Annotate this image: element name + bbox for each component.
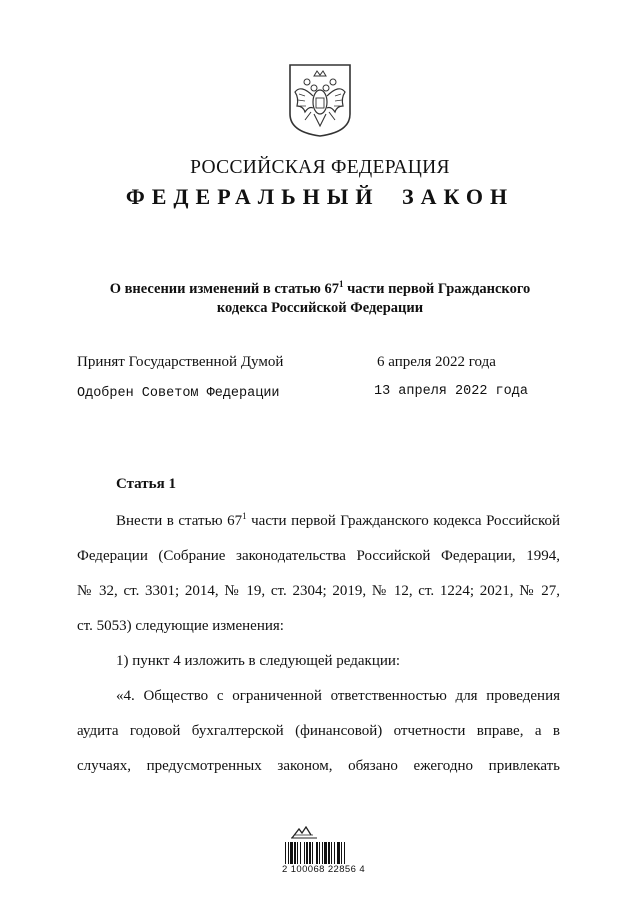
council-approval-label: Одобрен Советом Федерации (77, 386, 280, 401)
barcode-bar (304, 842, 305, 864)
paragraph-line: случаях, предусмотренных законом, обязано ежегодно привлекать (77, 758, 560, 774)
law-title-line-1: О внесении изменений в статью $67^1$ части первой Гражданского (109, 279, 531, 297)
barcode-bar (341, 842, 342, 864)
country-name: РОССИЙСКАЯ ФЕДЕРАЦИЯ (190, 157, 450, 178)
barcode-bar (319, 842, 320, 864)
paragraph-line: ст. 5053) следующие изменения: (77, 618, 284, 634)
duma-adoption-date: 6 апреля 2022 года (377, 354, 496, 370)
article-heading: Статья 1 (116, 476, 176, 492)
document-type: ФЕДЕРАЛЬНЫЙ ЗАКОН (125, 184, 515, 209)
barcode-bar (337, 842, 340, 864)
paragraph-line: «4. Общество с ограниченной ответственностью для проведения (116, 688, 560, 704)
paragraph-line: аудита годовой бухгалтерской (финансовой) отчетности вправе, а в (77, 723, 560, 739)
article-paragraph-3 (77, 679, 560, 784)
coat-of-arms-icon (287, 62, 353, 138)
barcode-bar (312, 842, 313, 864)
barcode-bar (294, 842, 296, 864)
barcode-bar (324, 842, 327, 864)
barcode-bar (297, 842, 298, 864)
barcode-bar (331, 842, 332, 864)
article-paragraph-2 (77, 644, 560, 679)
paragraph-line: 1) пункт 4 изложить в следующей редакции: (116, 653, 401, 669)
barcode-bar (309, 842, 311, 864)
paragraph-line: № 32, ст. 3301; 2014, № 19, ст. 2304; 2019, № 12, ст. 1224; 2021, № 27, (77, 583, 560, 599)
publisher-logo-icon (289, 826, 319, 840)
barcode-bar (288, 842, 289, 864)
barcode-bar (328, 842, 330, 864)
barcode-bar (316, 842, 318, 864)
law-title-line-2: кодекса Российской Федерации (216, 300, 424, 316)
barcode-bar (290, 842, 293, 864)
barcode-bar (285, 842, 286, 864)
barcode-number: 2 100068 22856 4 (282, 864, 366, 875)
coat-of-arms-emblem (287, 62, 353, 138)
paragraph-line: Внести в статью $67^1$ части первой Гражданского кодекса Российской (116, 511, 560, 529)
barcode-bar (322, 842, 323, 864)
barcode-bar (344, 842, 345, 864)
barcode-bar (306, 842, 308, 864)
council-approval-date: 13 апреля 2022 года (374, 384, 528, 399)
law-title (70, 280, 570, 318)
duma-adoption-label: Принят Государственной Думой (77, 354, 284, 370)
paragraph-line: Федерации (Собрание законодательства Российской Федерации, 1994, (77, 548, 560, 564)
barcode-bar (334, 842, 335, 864)
barcode-bar (300, 842, 301, 864)
article-paragraph-1 (77, 504, 560, 644)
